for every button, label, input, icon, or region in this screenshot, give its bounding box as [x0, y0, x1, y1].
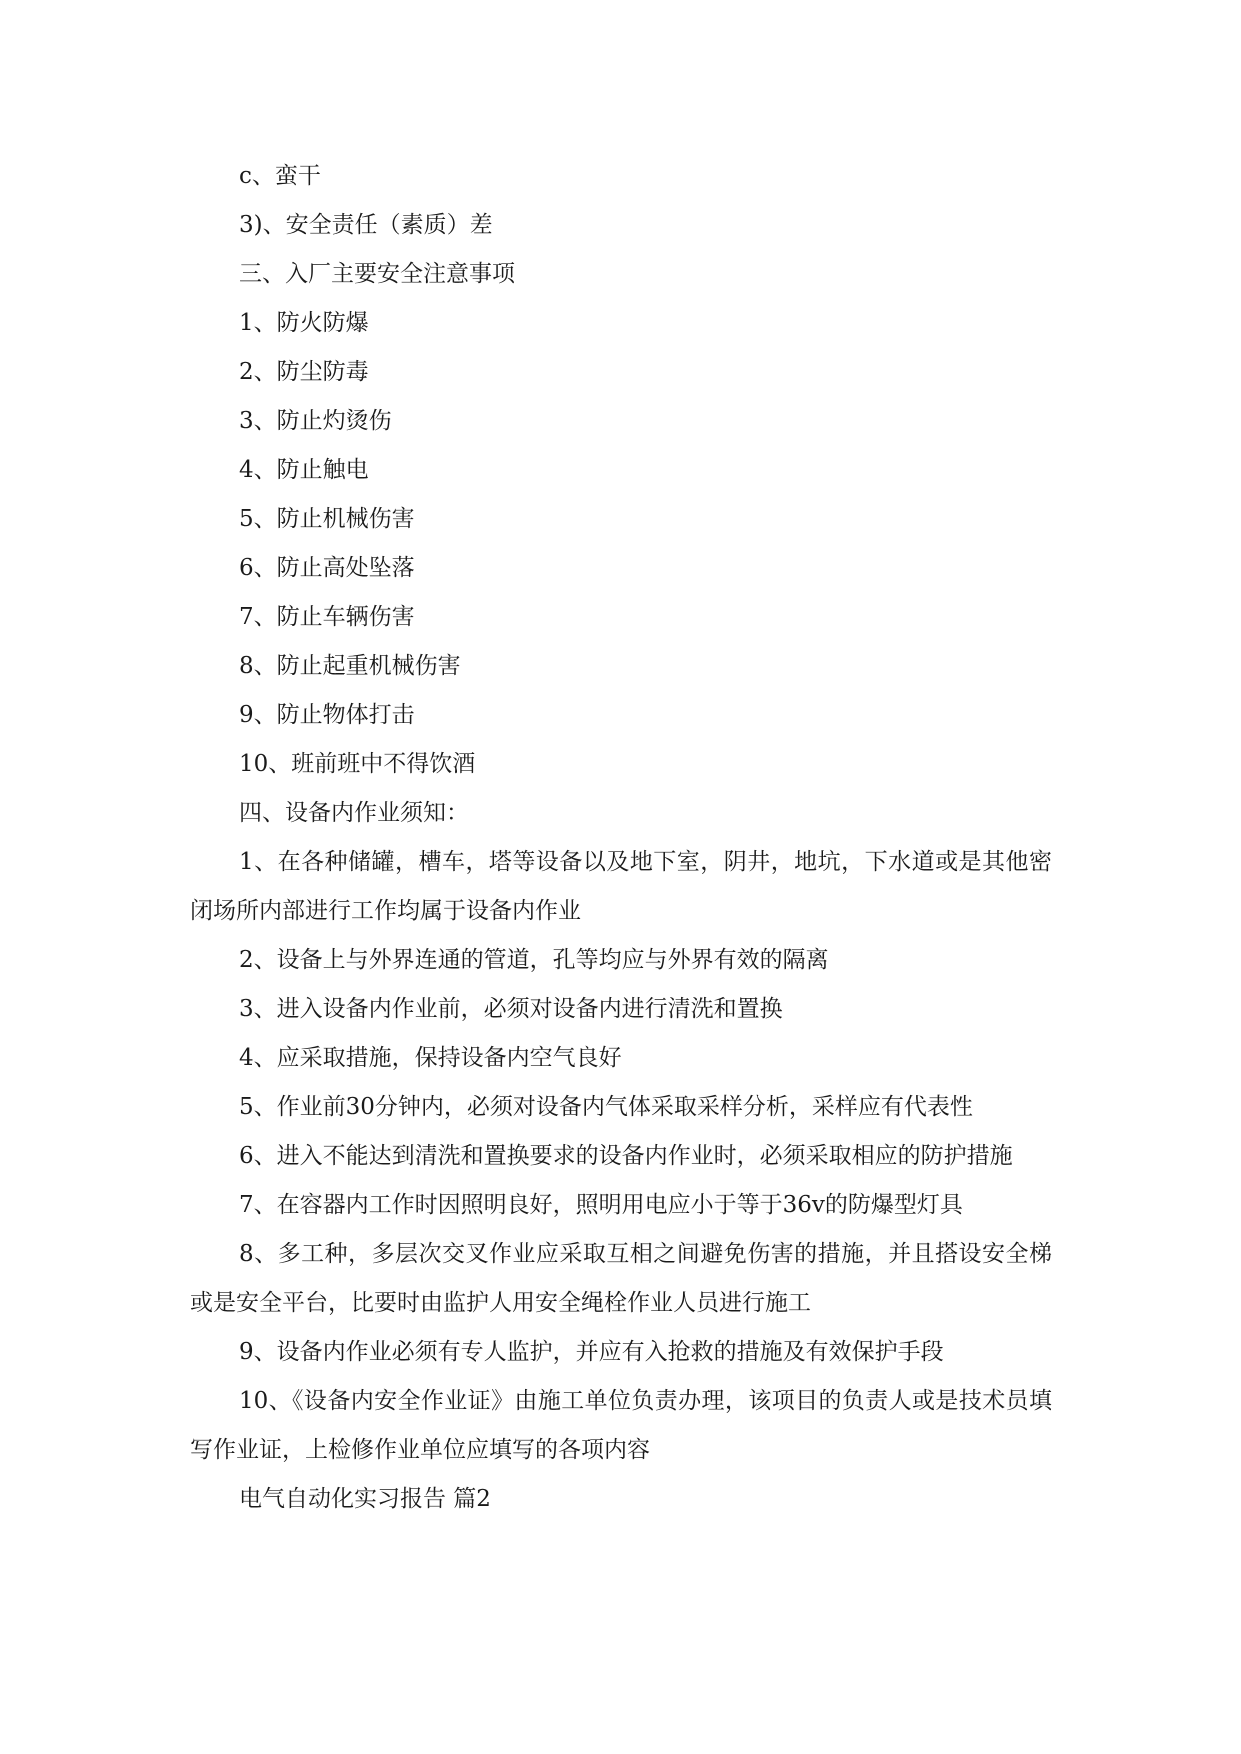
list-item: 5、作业前30分钟内，必须对设备内气体采取采样分析，采样应有代表性 — [239, 1094, 973, 1120]
list-item: 7、在容器内工作时因照明良好，照明用电应小于等于36v的防爆型灯具 — [239, 1192, 963, 1218]
list-item: 3、防止灼烫伤 — [239, 408, 392, 434]
list-item: 4、防止触电 — [239, 457, 369, 483]
list-item: 9、设备内作业必须有专人监护，并应有入抢救的措施及有效保护手段 — [239, 1339, 944, 1365]
list-item: 1、防火防爆 — [239, 310, 369, 336]
list-item: 10、班前班中不得饮酒 — [239, 751, 476, 777]
list-item: 10、《设备内安全作业证》由施工单位负责办理，该项目的负责人或是技术员填写作业证，上检修作业单位应填写的各项内容 — [190, 1388, 1052, 1463]
list-item: 6、防止高处坠落 — [239, 555, 415, 581]
list-item: 5、防止机械伤害 — [239, 506, 415, 532]
list-item: 8、防止起重机械伤害 — [239, 653, 461, 679]
section-heading: 三、入厂主要安全注意事项 — [239, 261, 515, 287]
list-item: 2、防尘防毒 — [239, 359, 369, 385]
list-item: 4、应采取措施，保持设备内空气良好 — [239, 1045, 622, 1071]
document-body — [190, 152, 1052, 1524]
list-item: 8、多工种，多层次交叉作业应采取互相之间避免伤害的措施，并且搭设安全梯或是安全平台，比要时由监护人用安全绳栓作业人员进行施工 — [190, 1241, 1052, 1316]
next-section-title: 电气自动化实习报告 篇2 — [239, 1486, 491, 1512]
list-item: 3、进入设备内作业前，必须对设备内进行清洗和置换 — [239, 996, 783, 1022]
list-item: 2、设备上与外界连通的管道，孔等均应与外界有效的隔离 — [239, 947, 829, 973]
list-item: 6、进入不能达到清洗和置换要求的设备内作业时，必须采取相应的防护措施 — [239, 1143, 1013, 1169]
list-item: 7、防止车辆伤害 — [239, 604, 415, 630]
list-item: 9、防止物体打击 — [239, 702, 415, 728]
paragraph: c、蛮干 — [239, 163, 321, 189]
list-item: 1、在各种储罐，槽车，塔等设备以及地下室，阴井，地坑，下水道或是其他密闭场所内部进行工作均属于设备内作业 — [190, 849, 1052, 924]
paragraph: 3)、安全责任（素质）差 — [239, 212, 493, 238]
section-heading: 四、设备内作业须知： — [239, 800, 469, 826]
